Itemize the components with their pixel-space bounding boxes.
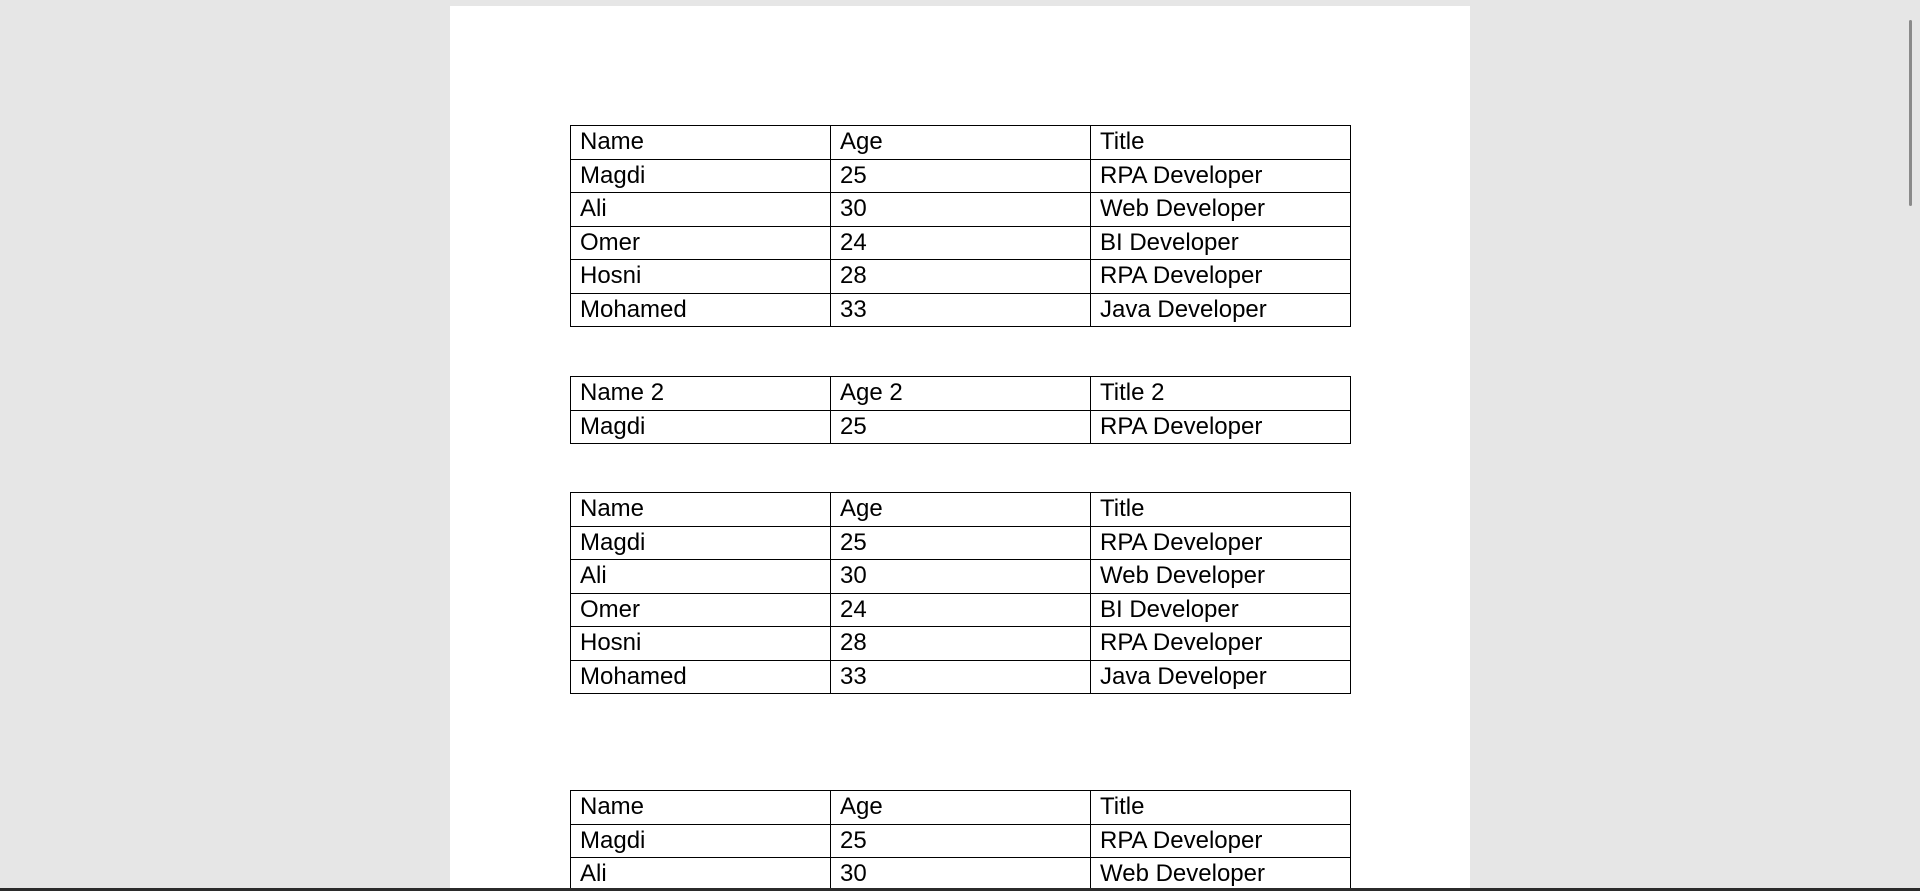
table-row bbox=[571, 660, 1351, 694]
table-cell: 24 bbox=[831, 226, 1091, 260]
table-row bbox=[571, 593, 1351, 627]
data-table-2 bbox=[570, 376, 1351, 444]
table-cell: 33 bbox=[831, 293, 1091, 327]
table-cell: RPA Developer bbox=[1091, 627, 1351, 661]
table-cell: Title bbox=[1091, 791, 1351, 825]
table-cell: Java Developer bbox=[1091, 660, 1351, 694]
table-row bbox=[571, 193, 1351, 227]
table-cell: RPA Developer bbox=[1091, 526, 1351, 560]
table-cell: Ali bbox=[571, 560, 831, 594]
table-cell: Ali bbox=[571, 858, 831, 891]
table-cell: 30 bbox=[831, 560, 1091, 594]
table-cell: Title bbox=[1091, 493, 1351, 527]
table-cell: Name bbox=[571, 126, 831, 160]
table-row bbox=[571, 560, 1351, 594]
table-cell: Magdi bbox=[571, 526, 831, 560]
table-header-row bbox=[571, 126, 1351, 160]
table-cell: RPA Developer bbox=[1091, 260, 1351, 294]
table-cell: 25 bbox=[831, 410, 1091, 444]
table-cell: 28 bbox=[831, 627, 1091, 661]
table-cell: Magdi bbox=[571, 159, 831, 193]
table-cell: Name bbox=[571, 493, 831, 527]
table-row bbox=[571, 226, 1351, 260]
table-cell: Age bbox=[831, 493, 1091, 527]
table-cell: RPA Developer bbox=[1091, 824, 1351, 858]
table-cell: RPA Developer bbox=[1091, 410, 1351, 444]
table-cell: Web Developer bbox=[1091, 560, 1351, 594]
table-cell: Name bbox=[571, 791, 831, 825]
table-cell: 30 bbox=[831, 858, 1091, 891]
data-table-1 bbox=[570, 125, 1351, 327]
table-row bbox=[571, 824, 1351, 858]
table-cell: Magdi bbox=[571, 824, 831, 858]
table-row bbox=[571, 410, 1351, 444]
vertical-scrollbar[interactable] bbox=[1906, 0, 1920, 891]
table-header-row bbox=[571, 791, 1351, 825]
table-cell: Magdi bbox=[571, 410, 831, 444]
table-cell: Title bbox=[1091, 126, 1351, 160]
table-cell: BI Developer bbox=[1091, 226, 1351, 260]
table-cell: Omer bbox=[571, 593, 831, 627]
table-cell: 28 bbox=[831, 260, 1091, 294]
table-row bbox=[571, 858, 1351, 891]
table-cell: Omer bbox=[571, 226, 831, 260]
table-row bbox=[571, 293, 1351, 327]
table-row bbox=[571, 260, 1351, 294]
table-cell: Name 2 bbox=[571, 377, 831, 411]
document-page bbox=[450, 6, 1470, 891]
data-table-4 bbox=[570, 790, 1351, 891]
table-cell: BI Developer bbox=[1091, 593, 1351, 627]
table-cell: 25 bbox=[831, 824, 1091, 858]
data-table-3 bbox=[570, 492, 1351, 694]
table-cell: Ali bbox=[571, 193, 831, 227]
table-cell: Mohamed bbox=[571, 660, 831, 694]
table-cell: Age 2 bbox=[831, 377, 1091, 411]
table-cell: 25 bbox=[831, 159, 1091, 193]
table-cell: 30 bbox=[831, 193, 1091, 227]
table-cell: Title 2 bbox=[1091, 377, 1351, 411]
table-cell: Mohamed bbox=[571, 293, 831, 327]
table-cell: 25 bbox=[831, 526, 1091, 560]
table-cell: Web Developer bbox=[1091, 193, 1351, 227]
table-cell: RPA Developer bbox=[1091, 159, 1351, 193]
table-cell: Age bbox=[831, 791, 1091, 825]
table-cell: 33 bbox=[831, 660, 1091, 694]
table-cell: Java Developer bbox=[1091, 293, 1351, 327]
table-cell: 24 bbox=[831, 593, 1091, 627]
table-cell: Age bbox=[831, 126, 1091, 160]
table-row bbox=[571, 526, 1351, 560]
table-cell: Hosni bbox=[571, 260, 831, 294]
table-header-row bbox=[571, 377, 1351, 411]
table-row bbox=[571, 627, 1351, 661]
table-cell: Hosni bbox=[571, 627, 831, 661]
scrollbar-thumb[interactable] bbox=[1909, 20, 1912, 206]
table-header-row bbox=[571, 493, 1351, 527]
table-row bbox=[571, 159, 1351, 193]
table-cell: Web Developer bbox=[1091, 858, 1351, 891]
